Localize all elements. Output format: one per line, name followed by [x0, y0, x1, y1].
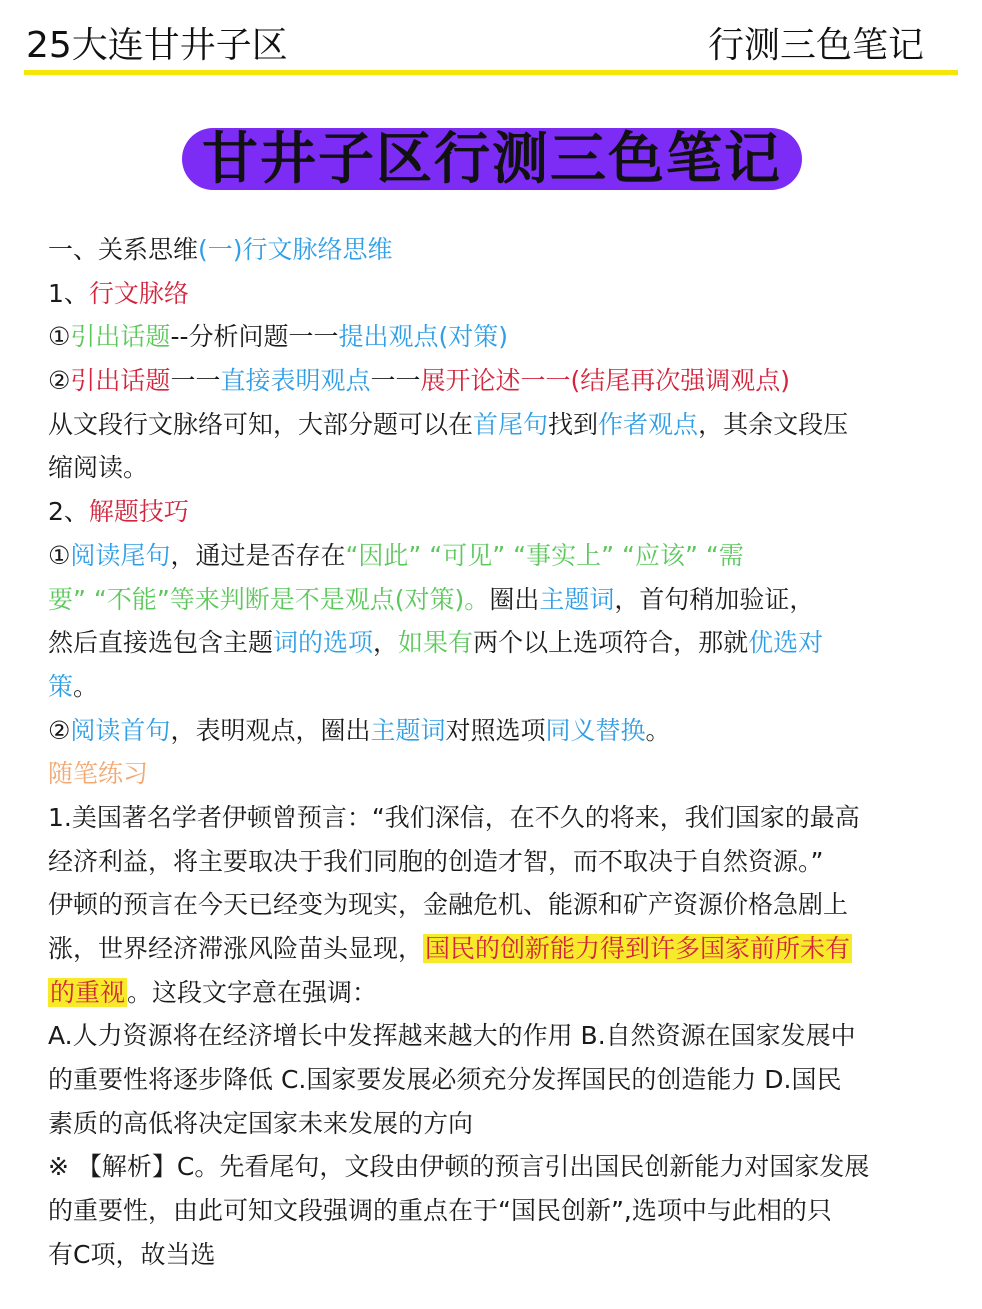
plain-text: 缩阅读。 — [48, 453, 149, 483]
point-title: 行文脉络 — [88, 278, 189, 308]
circle-number: ① — [48, 540, 71, 570]
plain-text: 圈出 — [489, 584, 540, 614]
summary-line-1 — [48, 403, 958, 447]
question-line-2: 经济利益，将主要取决于我们同胞的创造才智，而不取决于自然资源。” — [48, 846, 824, 876]
question-line-1: 1.美国著名学者伊顿曾预言：“我们深信，在不久的将来，我们国家的最高 — [48, 802, 860, 832]
blue-text: 主题词 — [370, 715, 446, 745]
tip-line-3 — [48, 621, 958, 665]
tip-line-1 — [48, 534, 958, 578]
highlighted-text: 的重视 — [50, 977, 126, 1007]
plain-text: --分析问题一一 — [170, 322, 339, 352]
red-text: 展开论述一一(结尾再次强调观点) — [420, 366, 790, 396]
flow-line-1 — [48, 315, 958, 359]
analysis-line-2: 的重要性，由此可知文段强调的重点在于“国民创新”,选项中与此相的只 — [48, 1196, 832, 1226]
blue-text: 作者观点 — [598, 409, 699, 439]
tip-line-5 — [48, 709, 958, 753]
plain-text: 。 — [645, 715, 671, 745]
plain-text: ， — [373, 628, 399, 658]
question-line-3: 伊顿的预言在今天已经变为现实，金融危机、能源和矿产资源价格急剧上 — [48, 890, 849, 920]
red-text: 引出话题 — [70, 366, 171, 396]
plain-text: ，首句稍加验证， — [614, 584, 815, 614]
blue-text: 优选对 — [748, 628, 824, 658]
green-text: 要” “不能”等来判断是不是观点(对策)。 — [48, 584, 490, 614]
plain-text: 两个以上选项符合，那就 — [473, 628, 749, 658]
plain-text: 一一 — [370, 366, 421, 396]
circle-number: ② — [48, 366, 71, 396]
notes-body — [48, 228, 958, 1277]
blue-text: 直接表明观点 — [220, 366, 371, 396]
blue-text: 阅读首句 — [70, 715, 171, 745]
blue-text: 策 — [48, 671, 74, 701]
plain-text: 然后直接选包含主题 — [48, 628, 274, 658]
question-line-4 — [48, 927, 958, 971]
point-1-heading — [48, 272, 958, 316]
circle-number: ① — [48, 322, 71, 352]
question-line-5 — [48, 971, 958, 1015]
green-text: “因此” “可见” “事实上” “应该” “需 — [345, 540, 744, 570]
heading-prefix: 一、关系思维 — [48, 235, 199, 264]
plain-text: 。这段文字意在强调： — [127, 977, 378, 1007]
plain-text: ，表明观点，圈出 — [170, 715, 371, 745]
circle-number: ② — [48, 715, 71, 745]
tip-line-2 — [48, 578, 958, 622]
highlighted-text: 国民的创新能力得到许多国家前所未有 — [425, 934, 851, 963]
blue-text: 同义替换 — [545, 715, 646, 745]
header-location: 25大连甘井子区 — [26, 25, 288, 66]
tip-line-4 — [48, 665, 958, 709]
page-header — [26, 18, 958, 70]
green-text: 引出话题 — [70, 322, 171, 352]
plain-text: 找到 — [548, 409, 599, 439]
plain-text: 一一 — [170, 366, 221, 396]
plain-text: ，通过是否存在 — [170, 540, 346, 570]
blue-text: 词的选项 — [273, 628, 374, 658]
options-line-2: 的重要性将逐步降低 C.国家要发展必须充分发挥国民的创造能力 D.国民 — [48, 1065, 842, 1095]
blue-text: 阅读尾句 — [70, 540, 171, 570]
plain-text: ，其余文段压 — [698, 409, 849, 439]
point-2-heading — [48, 490, 958, 534]
header-divider — [24, 70, 958, 75]
blue-text: 提出观点(对策) — [338, 322, 508, 352]
flow-line-2 — [48, 359, 958, 403]
green-text: 如果有 — [398, 628, 474, 658]
options-line-3: 素质的高低将决定国家未来发展的方向 — [48, 1108, 474, 1138]
page-title: 甘井子区行测三色笔记 — [202, 127, 782, 192]
point-number: 1、 — [48, 278, 89, 308]
heading-subtitle: (一)行文脉络思维 — [198, 235, 393, 264]
analysis-line-3: 有C项，故当选 — [48, 1239, 216, 1269]
point-number: 2、 — [48, 497, 89, 527]
options-line-1: A.人力资源将在经济增长中发挥越来越大的作用 B.自然资源在国家发展中 — [48, 1021, 856, 1051]
plain-text: 涨，世界经济滞涨风险苗头显现， — [48, 934, 424, 963]
summary-line-2 — [48, 446, 958, 490]
section-heading — [48, 228, 958, 272]
blue-text: 主题词 — [539, 584, 615, 614]
point-title: 解题技巧 — [88, 497, 189, 527]
analysis-line-1: ※ 【解析】C。先看尾句，文段由伊顿的预言引出国民创新能力对国家发展 — [48, 1152, 870, 1182]
plain-text: 对照选项 — [445, 715, 546, 745]
plain-text: 从文段行文脉络可知，大部分题可以在 — [48, 409, 474, 439]
plain-text: 。 — [73, 671, 99, 701]
blue-text: 首尾句 — [473, 409, 549, 439]
header-topic: 行测三色笔记 — [707, 25, 924, 66]
practice-label: 随笔练习 — [48, 759, 149, 789]
